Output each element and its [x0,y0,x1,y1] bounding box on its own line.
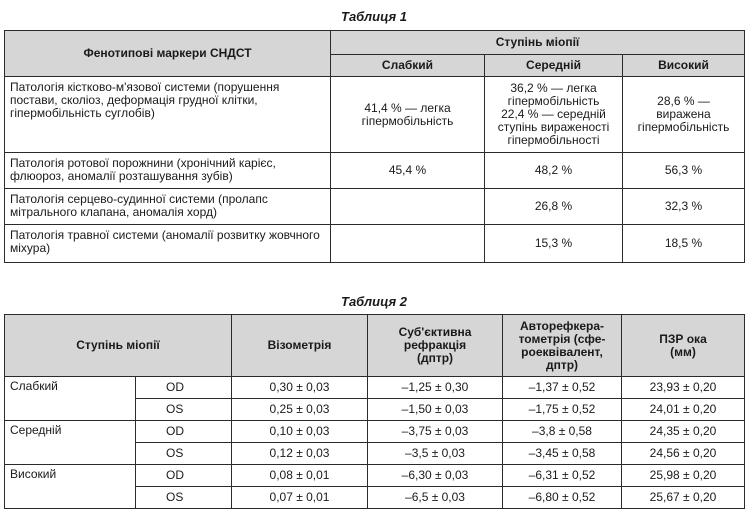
header-line: (дптр) [416,351,454,365]
weak-cell [331,77,485,153]
table1-caption: Таблиця 1 [341,9,407,24]
pzr-cell: 25,98 ± 0,20 [622,465,745,487]
autoref-cell: –3,8 ± 0,58 [503,421,622,443]
table2-refraction-data [4,314,745,509]
eye-cell: OD [136,377,232,399]
header-degree: Ступінь міопії [5,315,232,377]
header-myopia-degree: Ступінь міопії [331,31,745,55]
pzr-cell: 25,67 ± 0,20 [622,487,745,509]
visometry-cell: 0,08 ± 0,01 [232,465,368,487]
header-phenotype-markers: Фенотипові маркери СНДСТ [5,31,331,77]
subjective-cell: –1,50 ± 0,03 [368,399,503,421]
subjective-cell: –3,5 ± 0,03 [368,443,503,465]
eye-cell: OD [136,421,232,443]
visometry-cell: 0,25 ± 0,03 [232,399,368,421]
header-medium: Середній [485,55,623,77]
cell-line: 22,4 % — середній [501,107,606,121]
subjective-cell: –1,25 ± 0,30 [368,377,503,399]
cell-line: гіпермобільність [507,94,600,108]
header-axial-length [622,315,745,377]
autoref-cell: –3,45 ± 0,58 [503,443,622,465]
autoref-cell: –1,37 ± 0,52 [503,377,622,399]
medium-cell: 26,8 % [485,189,623,225]
table-row [5,225,745,263]
autoref-cell: –6,31 ± 0,52 [503,465,622,487]
table2-caption: Таблиця 2 [341,294,407,309]
cell-line: гіпермобільність [361,113,454,128]
high-cell: 18,5 % [623,225,745,263]
eye-cell: OS [136,487,232,509]
table-row [5,153,745,189]
table-row [5,377,745,399]
header-line: роеквівалент, [521,344,603,359]
eye-cell: OS [136,399,232,421]
header-subjective-refraction [368,315,503,377]
marker-cell: Патологія серцево-судинної системи (пролапс мітрального клапана, аномалія хорд) [5,189,331,225]
table-row [5,189,745,225]
group-label: Середній [5,421,136,465]
header-autorefkeratometry [503,315,622,377]
cell-line: 41,4 % — легка [364,100,451,115]
subjective-cell: –6,5 ± 0,03 [368,487,503,509]
subjective-cell: –6,30 ± 0,03 [368,465,503,487]
subjective-cell: –3,75 ± 0,03 [368,421,503,443]
eye-cell: OD [136,465,232,487]
visometry-cell: 0,12 ± 0,03 [232,443,368,465]
high-cell: 32,3 % [623,189,745,225]
eye-cell: OS [136,443,232,465]
header-line: дптр) [545,357,579,372]
medium-cell: 48,2 % [485,153,623,189]
table-row [5,77,745,153]
header-visometry: Візометрія [232,315,368,377]
pzr-cell: 24,56 ± 0,20 [622,443,745,465]
autoref-cell: –6,80 ± 0,52 [503,487,622,509]
header-line: Авторефкера- [519,318,605,333]
pzr-cell: 23,93 ± 0,20 [622,377,745,399]
table1-myopia-markers [4,30,745,263]
high-cell: 56,3 % [623,153,745,189]
weak-cell [331,189,485,225]
visometry-cell: 0,30 ± 0,03 [232,377,368,399]
autoref-cell: –1,75 ± 0,52 [503,399,622,421]
table-row [5,421,745,443]
marker-cell: Патологія ротової порожнини (хронічний карієс, флюороз, аномалії розташування зубів) [5,153,331,189]
cell-line: гіпермобільності [507,133,600,147]
cell-line: 36,2 % — легка [510,81,597,95]
weak-cell [331,225,485,263]
marker-cell: Патологія кістково-м'язової системи (порушення постави, сколіоз, деформація грудної клітки, гіпермобільність суглобів) [5,77,331,153]
pzr-cell: 24,35 ± 0,20 [622,421,745,443]
header-line: рефракція [403,338,467,352]
header-weak: Слабкий [331,55,485,77]
medium-cell [485,77,623,153]
cell-line: ступінь вираженості [497,120,610,134]
weak-cell: 45,4 % [331,153,485,189]
group-label: Високий [5,465,136,509]
marker-cell: Патологія травної системи (аномалії розвитку жовчного міхура) [5,225,331,263]
header-line: тометрія (сфе- [518,331,606,346]
header-line: Суб'єктивна [398,325,472,339]
group-label: Слабкий [5,377,136,421]
cell-line: гіпермобільність [637,120,730,134]
cell-line: 28,6 % — [657,94,710,108]
high-cell [623,77,745,153]
visometry-cell: 0,07 ± 0,01 [232,487,368,509]
table-row [5,465,745,487]
medium-cell: 15,3 % [485,225,623,263]
header-line: (мм) [670,344,696,359]
pzr-cell: 24,01 ± 0,20 [622,399,745,421]
header-line: ПЗР ока [659,331,707,346]
visometry-cell: 0,10 ± 0,03 [232,421,368,443]
header-high: Високий [623,55,745,77]
cell-line: виражена [656,107,711,121]
